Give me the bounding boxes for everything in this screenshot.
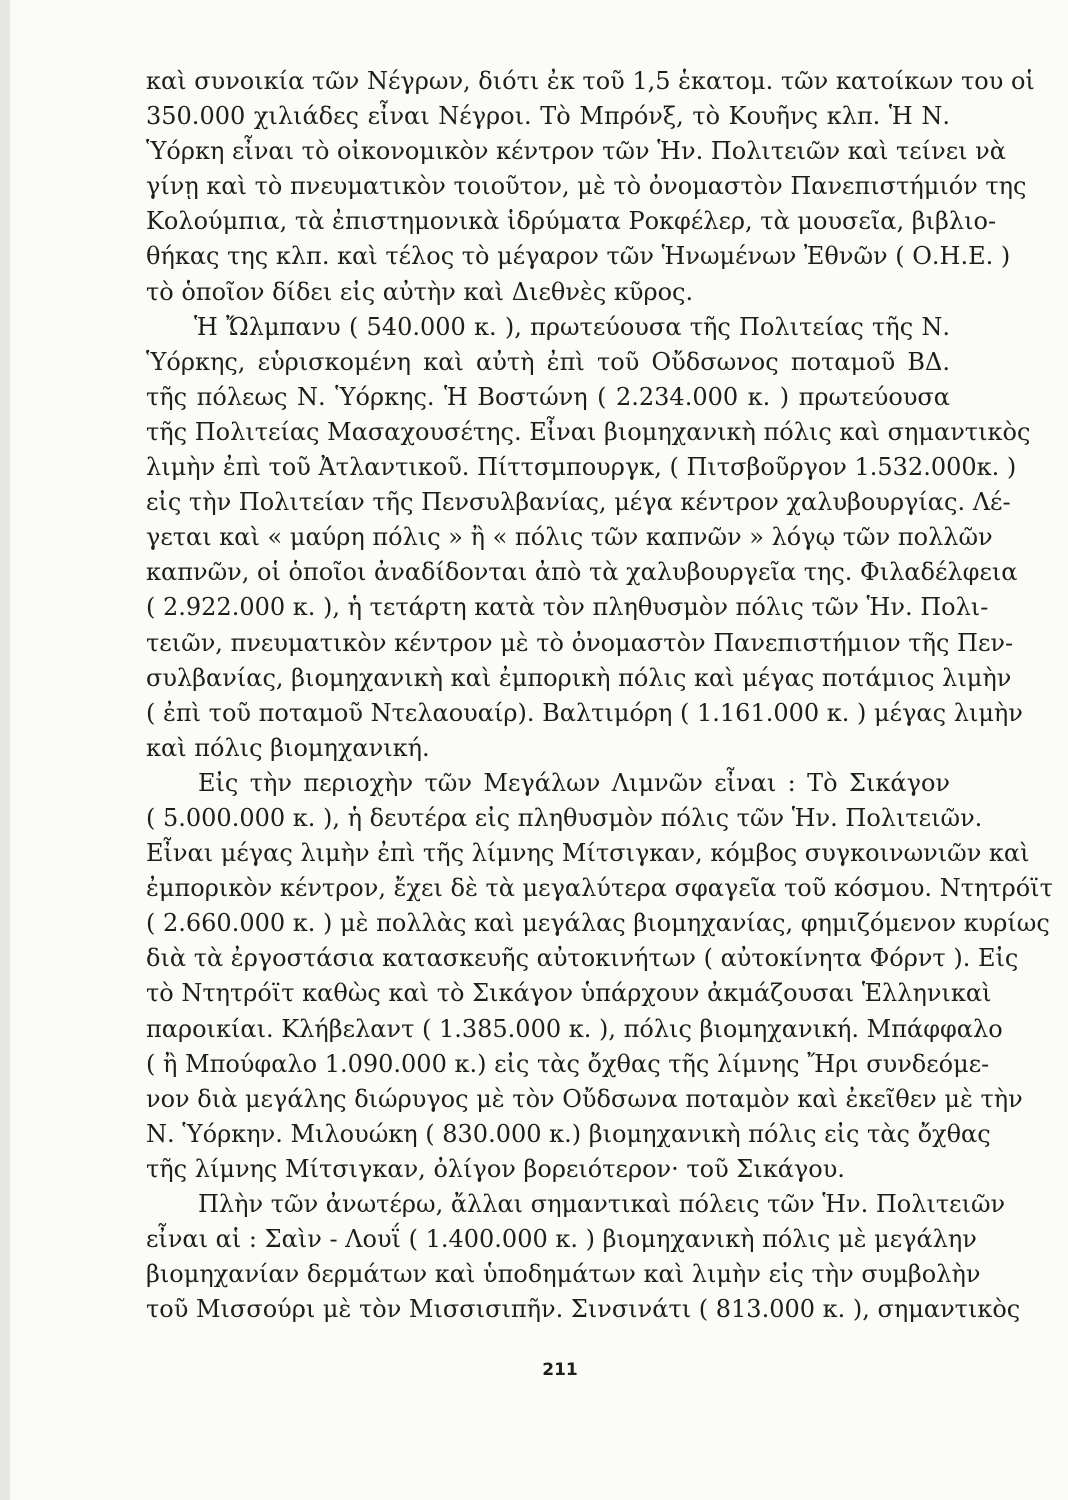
text-line: τῆς λίμνης Μίτσιγκαν, ὀλίγον βορειότερον· τοῦ Σικάγου.: [146, 1154, 845, 1183]
text-line: τὸ ὁποῖον δίδει εἰς αὐτὴν καὶ Διεθνὲς κῦρος.: [146, 277, 694, 306]
text-line: θήκας της κλπ. καὶ τέλος τὸ μέγαρον τῶν Ἡνωμένων Ἐθνῶν ( Ο.Η.Ε. ): [146, 242, 1011, 271]
text-line: εἶναι αἱ : Σαὶν - Λουΐ ( 1.400.000 κ. ) βιομηχανικὴ πόλις μὲ μεγάλην: [146, 1225, 977, 1254]
text-line: γεται καὶ « μαύρη πόλις » ἢ « πόλις τῶν καπνῶν » λόγῳ τῶν πολλῶν: [146, 523, 993, 552]
text-line: διὰ τὰ ἐργοστάσια κατασκευῆς αὐτοκινήτων ( αὐτοκίνητα Φόρντ ). Εἰς: [146, 944, 1019, 973]
text-line: καπνῶν, οἱ ὁποῖοι ἀναδίδονται ἀπὸ τὰ χαλυβουργεῖα της. Φιλαδέλφεια: [146, 558, 1018, 587]
text-line: ( 2.922.000 κ. ), ἡ τετάρτη κατὰ τὸν πληθυσμὸν πόλις τῶν Ἡν. Πολι-: [146, 593, 989, 622]
text-body: [146, 64, 1053, 1327]
text-line: συλβανίας, βιομηχανικὴ καὶ ἐμπορικὴ πόλις καὶ μέγας ποτάμιος λιμὴν: [146, 663, 1012, 692]
text-line: τῆς Πολιτείας Μασαχουσέτης. Εἶναι βιομηχανικὴ πόλις καὶ σημαντικὸς: [146, 417, 1031, 446]
text-line: Ἡ Ὤλμπανυ ( 540.000 κ. ), πρωτεύουσα τῆς Πολιτείας τῆς Ν.: [194, 312, 950, 341]
text-line: ( ἢ Μπούφαλο 1.090.000 κ.) εἰς τὰς ὄχθας τῆς λίμνης Ἤρι συνδεόμε-: [146, 1049, 990, 1078]
text-line: γίνῃ καὶ τὸ πνευματικὸν τοιοῦτον, μὲ τὸ ὀνομαστὸν Πανεπιστήμιόν της: [146, 172, 1027, 201]
text-line: τὸ Ντητρόϊτ καθὼς καὶ τὸ Σικάγον ὑπάρχουν ἀκμάζουσαι Ἑλληνικαὶ: [146, 979, 992, 1008]
text-line: Ὑόρκης, εὑρισκομένη καὶ αὐτὴ ἐπὶ τοῦ Οὔδσωνος ποταμοῦ ΒΔ.: [146, 347, 950, 376]
text-line: Πλὴν τῶν ἀνωτέρω, ἄλλαι σημαντικαὶ πόλεις τῶν Ἡν. Πολιτειῶν: [198, 1190, 1006, 1218]
text-line: Κολούμπια, τὰ ἐπιστημονικὰ ἱδρύματα Ροκφέλερ, τὰ μουσεῖα, βιβλιο-: [146, 207, 997, 236]
text-line: τοῦ Μισσούρι μὲ τὸν Μισσισιπῆν. Σινσινάτι ( 813.000 κ. ), σημαντικὸς: [146, 1295, 1021, 1324]
text-line: καὶ συνοικία τῶν Νέγρων, διότι ἐκ τοῦ 1,5 ἑκατομ. τῶν κατοίκων του οἱ: [146, 67, 1035, 95]
text-line: νον διὰ μεγάλης διώρυγος μὲ τὸν Οὔδσωνα ποταμὸν καὶ ἐκεῖθεν μὲ τὴν: [146, 1084, 1023, 1113]
text-line: λιμὴν ἐπὶ τοῦ Ἀτλαντικοῦ. Πίττσμπουργκ, ( Πιτσβοῦργον 1.532.000κ. ): [146, 453, 1017, 482]
text-line: ἐμπορικὸν κέντρον, ἔχει δὲ τὰ μεγαλύτερα σφαγεῖα τοῦ κόσμου. Ντητρόϊτ: [146, 874, 1053, 903]
text-line: ( ἐπὶ τοῦ ποταμοῦ Ντελαουαίρ). Βαλτιμόρη ( 1.161.000 κ. ) μέγας λιμὴν: [146, 698, 1023, 727]
text-line: 350.000 χιλιάδες εἶναι Νέγροι. Τὸ Μπρόνξ, τὸ Κουῆνς κλπ. Ἡ Ν.: [146, 102, 950, 131]
text-line: ( 5.000.000 κ. ), ἡ δευτέρα εἰς πληθυσμὸν πόλις τῶν Ἡν. Πολιτειῶν.: [146, 803, 983, 832]
text-line: Ν. Ὑόρκην. Μιλουώκη ( 830.000 κ.) βιομηχανικὴ πόλις εἰς τὰς ὄχθας: [146, 1119, 991, 1148]
text-line: εἰς τὴν Πολιτείαν τῆς Πενσυλβανίας, μέγα κέντρον χαλυβουργίας. Λέ-: [146, 488, 1011, 517]
page-number: 211: [542, 1360, 578, 1380]
text-line: βιομηχανίαν δερμάτων καὶ ὑποδημάτων καὶ λιμὴν εἰς τὴν συμβολὴν: [146, 1260, 981, 1289]
text-line: Εἶναι μέγας λιμὴν ἐπὶ τῆς λίμνης Μίτσιγκαν, κόμβος συγκοινωνιῶν καὶ: [146, 839, 1030, 868]
text-line: Ὑόρκη εἶναι τὸ οἰκονομικὸν κέντρον τῶν Ἡν. Πολιτειῶν καὶ τείνει νὰ: [146, 137, 1006, 166]
text-line: τῆς πόλεως Ν. Ὑόρκης. Ἡ Βοστώνη ( 2.234.000 κ. ) πρωτεύουσα: [146, 382, 950, 411]
text-line: τειῶν, πνευματικὸν κέντρον μὲ τὸ ὀνομαστὸν Πανεπιστήμιον τῆς Πεν-: [146, 628, 1014, 657]
text-line: ( 2.660.000 κ. ) μὲ πολλὰς καὶ μεγάλας βιομηχανίας, φημιζόμενον κυρίως: [146, 909, 1050, 938]
text-line: καὶ πόλις βιομηχανική.: [146, 733, 430, 762]
text-line: Εἰς τὴν περιοχὴν τῶν Μεγάλων Λιμνῶν εἶναι : Τὸ Σικάγον: [198, 768, 950, 797]
text-line: παροικίαι. Κλήβελαντ ( 1.385.000 κ. ), πόλις βιομηχανική. Μπάφφαλο: [146, 1014, 1003, 1043]
